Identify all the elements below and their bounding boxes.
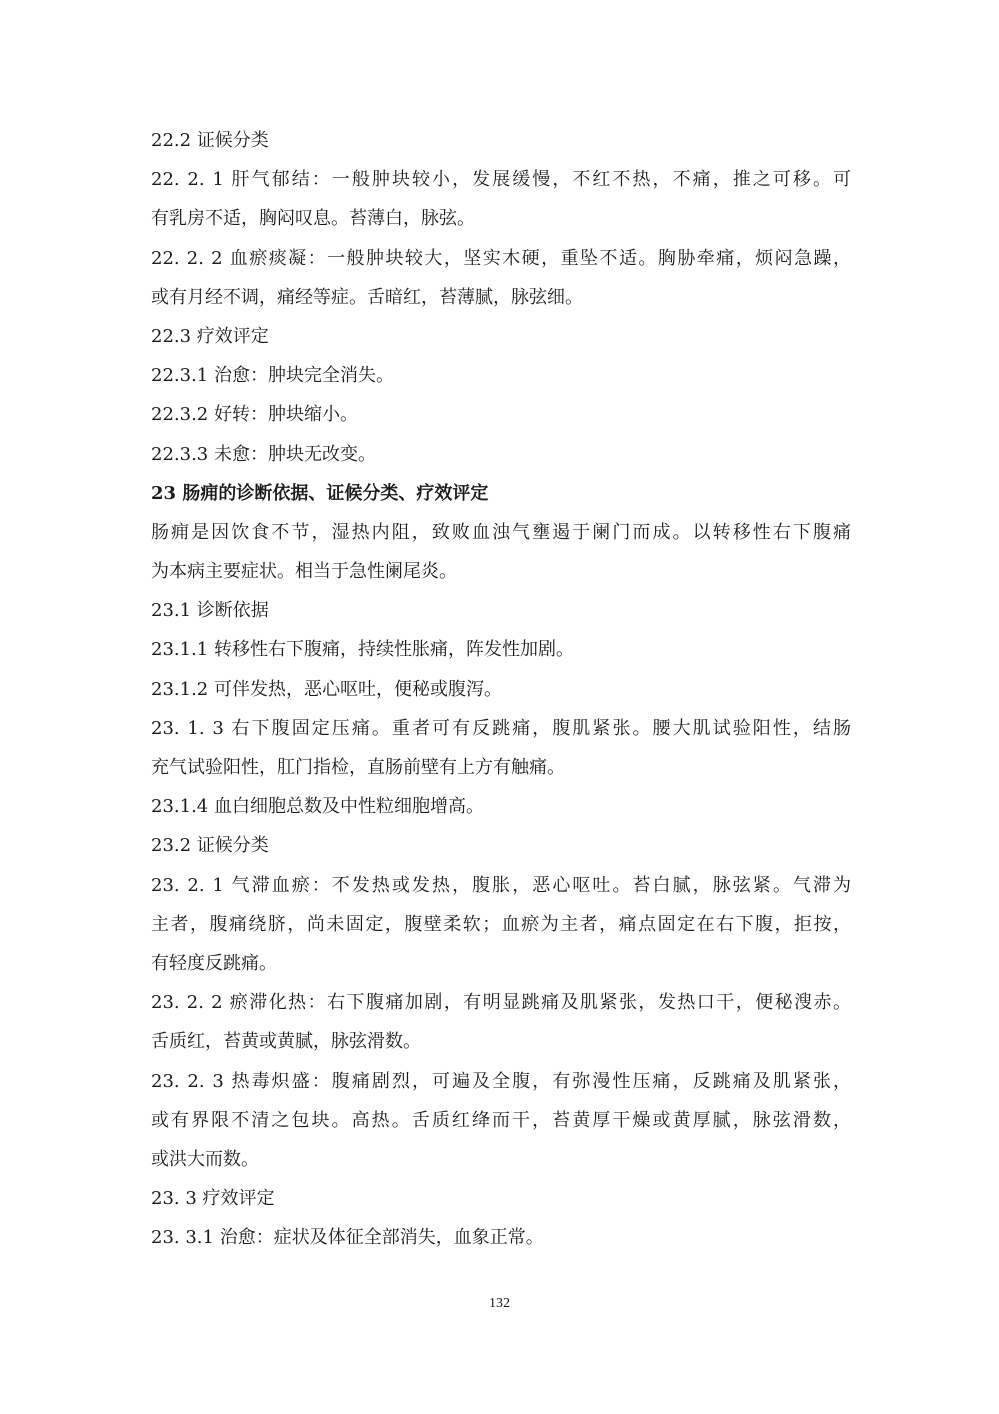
paragraph-22-3-1: 22.3.1 治愈：肿块完全消失。	[151, 365, 394, 387]
paragraph-23-1-3-line-2: 充气试验阳性，肛门指检，直肠前壁有上方有触痛。	[151, 757, 565, 778]
paragraph-23-2-2-line-1: 23. 2. 2 瘀滞化热：右下腹痛加剧，有明显跳痛及肌紧张，发热口干，便秘溲赤。	[151, 992, 851, 1014]
paragraph-22-2-2-line-2: 或有月经不调，痛经等症。舌暗红，苔薄腻，脉弦细。	[151, 286, 583, 308]
paragraph-23-2-3-line-2: 或有界限不清之包块。高热。舌质红绛而干，苔黄厚干燥或黄厚腻，脉弦滑数，	[151, 1109, 851, 1131]
paragraph-23-1-3-line-1: 23. 1. 3 右下腹固定压痛。重者可有反跳痛，腹肌紧张。腰大肌试验阳性，结肠	[151, 717, 851, 739]
paragraph-22-3-2: 22.3.2 好转：肿块缩小。	[151, 404, 358, 426]
paragraph-23-2-1-line-2: 主者，腹痛绕脐，尚未固定，腹壁柔软；血瘀为主者，痛点固定在右下腹，拒按，	[151, 913, 851, 935]
section-heading-22-2: 22.2 证候分类	[151, 130, 269, 151]
paragraph-23-1-1: 23.1.1 转移性右下腹痛，持续性胀痛，阵发性加剧。	[151, 639, 574, 661]
paragraph-22-3-3: 22.3.3 未愈：肿块无改变。	[151, 443, 376, 465]
section-heading-23-2: 23.2 证候分类	[151, 835, 269, 857]
paragraph-23-1-2: 23.1.2 可伴发热，恶心呕吐，便秘或腹泻。	[151, 678, 502, 700]
page-body	[151, 121, 851, 1257]
paragraph-23-intro-line-1: 肠痈是因饮食不节，湿热内阻，致败血浊气壅遏于阑门而成。以转移性右下腹痛	[151, 521, 851, 543]
chapter-heading-23: 23 肠痈的诊断依据、证候分类、疗效评定	[151, 482, 489, 504]
section-heading-23-3: 23. 3 疗效评定	[151, 1188, 275, 1210]
paragraph-23-1-4: 23.1.4 血白细胞总数及中性粒细胞增高。	[151, 796, 484, 818]
paragraph-22-2-2-line-1: 22. 2. 2 血瘀痰凝：一般肿块较大，坚实木硬，重坠不适。胸胁牵痛，烦闷急躁，	[151, 247, 851, 269]
paragraph-23-2-1-line-3: 有轻度反跳痛。	[151, 952, 277, 974]
paragraph-23-2-2-line-2: 舌质红，苔黄或黄腻，脉弦滑数。	[151, 1031, 421, 1053]
paragraph-23-2-1-line-1: 23. 2. 1 气滞血瘀：不发热或发热，腹胀，恶心呕吐。苔白腻，脉弦紧。气滞为	[151, 874, 851, 896]
page-number: 132	[489, 1296, 510, 1311]
paragraph-23-2-3-line-3: 或洪大而数。	[151, 1148, 259, 1170]
paragraph-22-2-1-line-2: 有乳房不适，胸闷叹息。苔薄白，脉弦。	[151, 208, 475, 230]
section-heading-23-1: 23.1 诊断依据	[151, 600, 269, 622]
paragraph-23-3-1: 23. 3.1 治愈：症状及体征全部消失，血象正常。	[151, 1227, 544, 1249]
paragraph-23-intro-line-2: 为本病主要症状。相当于急性阑尾炎。	[151, 561, 457, 583]
paragraph-22-2-1-line-1: 22. 2. 1 肝气郁结：一般肿块较小，发展缓慢，不红不热，不痛，推之可移。可	[151, 169, 851, 191]
paragraph-23-2-3-line-1: 23. 2. 3 热毒炽盛：腹痛剧烈，可遍及全腹，有弥漫性压痛，反跳痛及肌紧张，	[151, 1070, 851, 1092]
section-heading-22-3: 22.3 疗效评定	[151, 325, 269, 347]
